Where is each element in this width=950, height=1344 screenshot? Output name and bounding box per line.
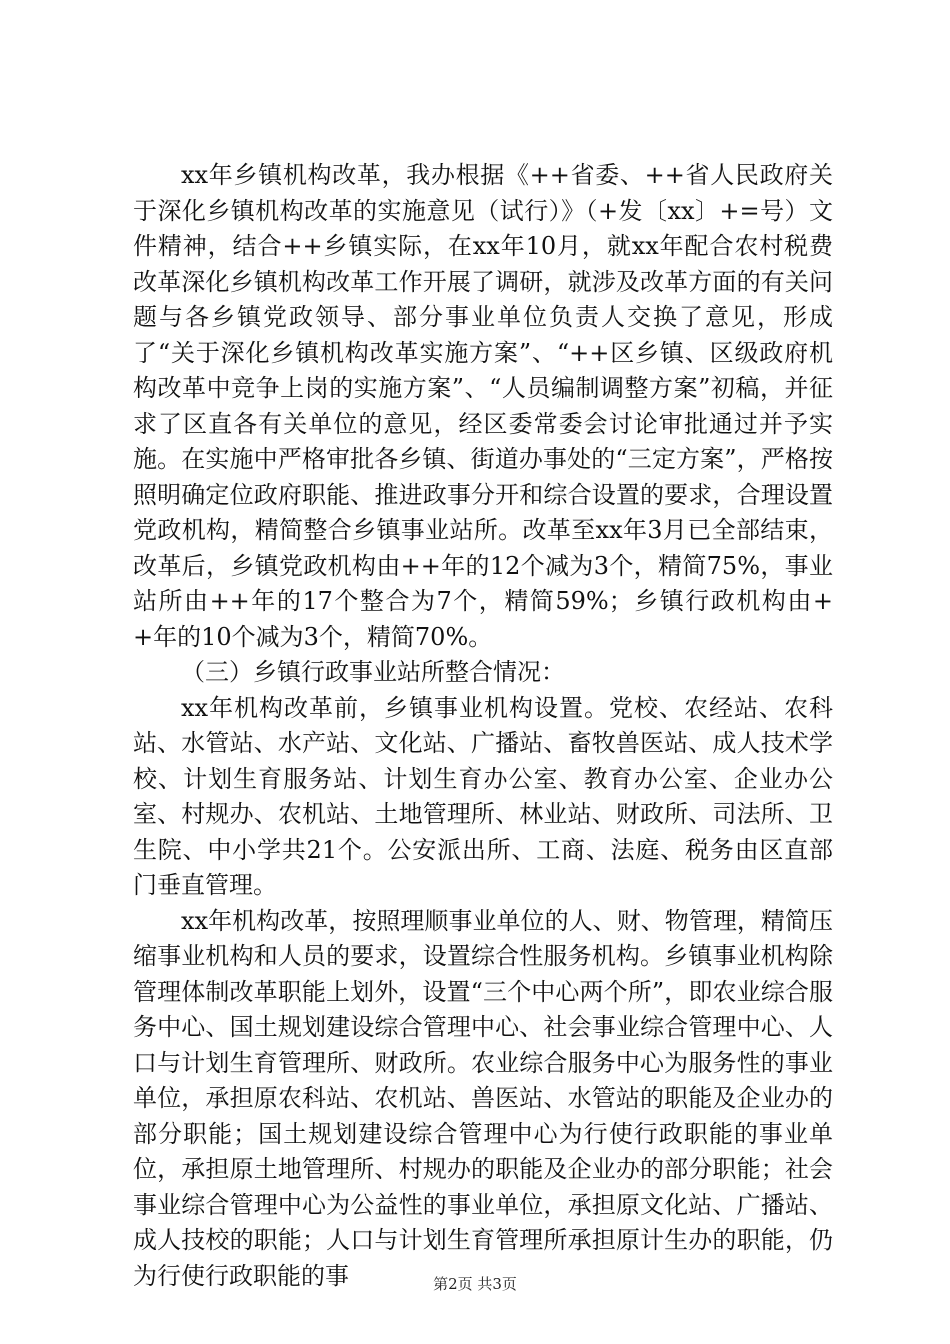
document-body: [133, 158, 833, 1294]
section-heading-station-integration: （三）乡镇行政事业站所整合情况：: [181, 658, 565, 686]
paragraph-reform-overview: xx年乡镇机构改革，我办根据《++省委、++省人民政府关于深化乡镇机构改革的实施意见（试行）》（+发〔xx〕+=号）文件精神，结合++乡镇实际，在xx年10月，就xx年配合农村税费改革深化乡镇机构改革工作开展了调研，就涉及改革方面的有关问题与各乡镇党政领导、部分事业单位负责人交换了意见，形成了“关于深化乡镇机构改革实施方案”、“++区乡镇、区级政府机构改革中竞争上岗的实施方案”、“人员编制调整方案”初稿，并征求了区直各有关单位的意见，经区委常委会讨论审批通过并予实施。在实施中严格审批各乡镇、街道办事处的“三定方案”，严格按照明确定位政府职能、推进政事分开和综合设置的要求，合理设置党政机构，精简整合乡镇事业站所。改革至xx年3月已全部结束，改革后，乡镇党政机构由++年的12个减为3个，精简75%，事业站所由++年的17个整合为7个，精简59%；乡镇行政机构由++年的10个减为3个，精简70%。: [133, 161, 833, 651]
page-footer: 第2页 共3页: [433, 1275, 517, 1293]
paragraph-before-reform: xx年机构改革前，乡镇事业机构设置。党校、农经站、农科站、水管站、水产站、文化站、广播站、畜牧兽医站、成人技术学校、计划生育服务站、计划生育办公室、教育办公室、企业办公室、村规办、农机站、土地管理所、林业站、财政所、司法所、卫生院、中小学共21个。公安派出所、工商、法庭、税务由区直部门垂直管理。: [133, 693, 833, 899]
paragraph-reform-centers: xx年机构改革，按照理顺事业单位的人、财、物管理，精简压缩事业机构和人员的要求，设置综合性服务机构。乡镇事业机构除管理体制改革职能上划外，设置“三个中心两个所”，即农业综合服务中心、国土规划建设综合管理中心、社会事业综合管理中心、人口与计划生育管理所、财政所。农业综合服务中心为服务性的事业单位，承担原农科站、农机站、兽医站、水管站的职能及企业办的部分职能；国土规划建设综合管理中心为行使行政职能的事业单位，承担原土地管理所、村规办的职能及企业办的部分职能；社会事业综合管理中心为公益性的事业单位，承担原文化站、广播站、成人技校的职能；人口与计划生育管理所承担原计生办的职能，仍为行使行政职能的事: [133, 906, 833, 1290]
